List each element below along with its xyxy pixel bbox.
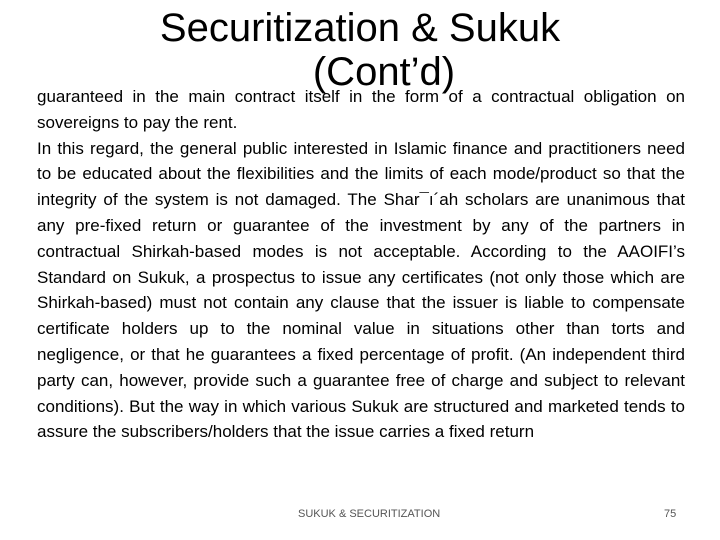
slide-title-line-1: Securitization & Sukuk bbox=[159, 6, 561, 50]
slide-footer: SUKUK & SECURITIZATION bbox=[298, 508, 441, 520]
slide-body bbox=[37, 84, 685, 445]
slide-title-line-2: (Cont’d) bbox=[312, 50, 456, 94]
page-number: 75 bbox=[664, 508, 677, 520]
paragraph-2: In this regard, the general public interested in Islamic finance and practitioners need to be educated about the flexibilities and the limits of each mode/product so that the integrity of the system is not damaged. The Shar¯ı´ah scholars are unanimous that any pre-fixed return or guarantee of the investment by any of the partners in contractual Shirkah-based modes is not acceptable. According to the AAOIFI’s Standard on Sukuk, a prospectus to issue any certificates (not only those which are Shirkah-based) must not contain any clause that the issuer is liable to compensate certificate holders up to the nominal value in situations other than torts and negligence, or that he guarantees a fixed percentage of profit. (An independent third party can, however, provide such a guarantee free of charge and subject to relevant conditions). But the way in which various Sukuk are structured and marketed tends to assure the subscribers/holders that the issue carries a fixed return bbox=[37, 138, 685, 442]
paragraph-1: guaranteed in the main contract itself in the form of a contractual obligation on sovereigns to pay the rent. bbox=[37, 87, 685, 132]
slide-title bbox=[0, 6, 720, 94]
